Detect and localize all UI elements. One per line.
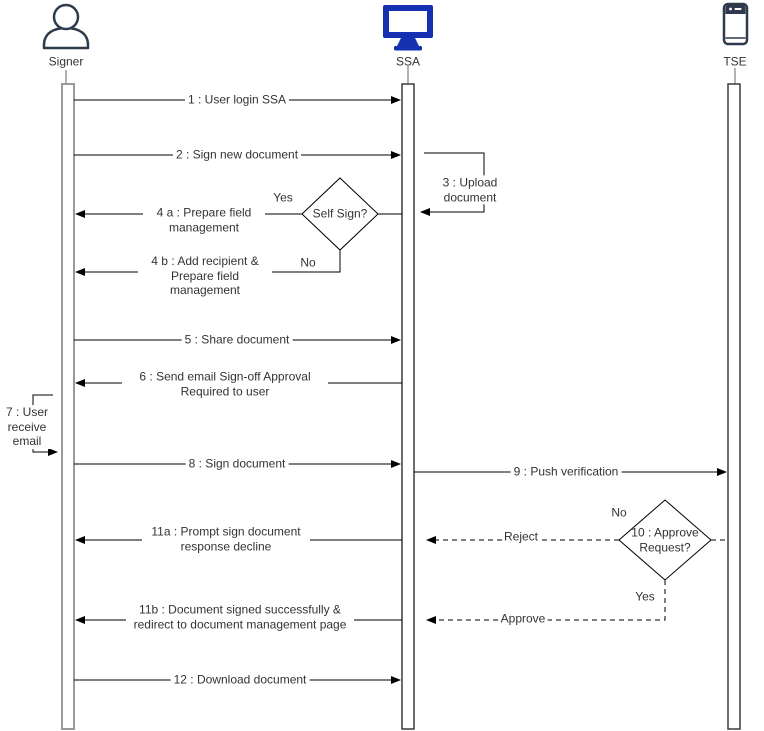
approve-branch-label: Approve xyxy=(500,611,546,626)
approve-request-yes-label: Yes xyxy=(635,589,655,604)
self-sign-no-label: No xyxy=(300,255,316,270)
message-12-label: 12 : Download document xyxy=(171,673,310,688)
tse-phone-icon xyxy=(724,4,747,44)
message-9-label: 9 : Push verification xyxy=(511,465,622,480)
reject-branch-label: Reject xyxy=(503,529,539,544)
tse-activation-bar xyxy=(728,84,740,729)
actor-label-ssa: SSA xyxy=(395,54,421,69)
message-4b-label: 4 b : Add recipient & Prepare field management xyxy=(138,254,272,298)
actor-label-tse: TSE xyxy=(723,54,747,69)
message-11b-label: 11b : Document signed successfully & redirect to document management page xyxy=(126,602,354,631)
message-4a-label: 4 a : Prepare field management xyxy=(143,205,265,234)
message-6-label: 6 : Send email Sign-off Approval Required to user xyxy=(122,369,328,398)
message-1-label: 1 : User login SSA xyxy=(185,93,289,108)
signer-person-icon xyxy=(44,5,88,48)
message-7-label: 7 : User receive email xyxy=(0,405,56,449)
message-2-label: 2 : Sign new document xyxy=(173,148,301,163)
approve-request-no-label: No xyxy=(611,505,627,520)
ssa-activation-bar xyxy=(402,84,414,729)
message-3-label: 3 : Upload document xyxy=(435,175,505,204)
message-11a-label: 11a : Prompt sign document response decline xyxy=(142,524,310,553)
signer-activation-bar xyxy=(62,84,74,729)
ssa-monitor-icon xyxy=(383,5,433,51)
actor-label-signer: Signer xyxy=(48,54,84,69)
message-5-label: 5 : Share document xyxy=(182,333,293,348)
self-sign-yes-label: Yes xyxy=(273,190,293,205)
approve-request-question-label: 10 : Approve Request? xyxy=(631,525,699,554)
message-8-label: 8 : Sign document xyxy=(186,457,289,472)
self-sign-question-label: Self Sign? xyxy=(312,206,368,221)
